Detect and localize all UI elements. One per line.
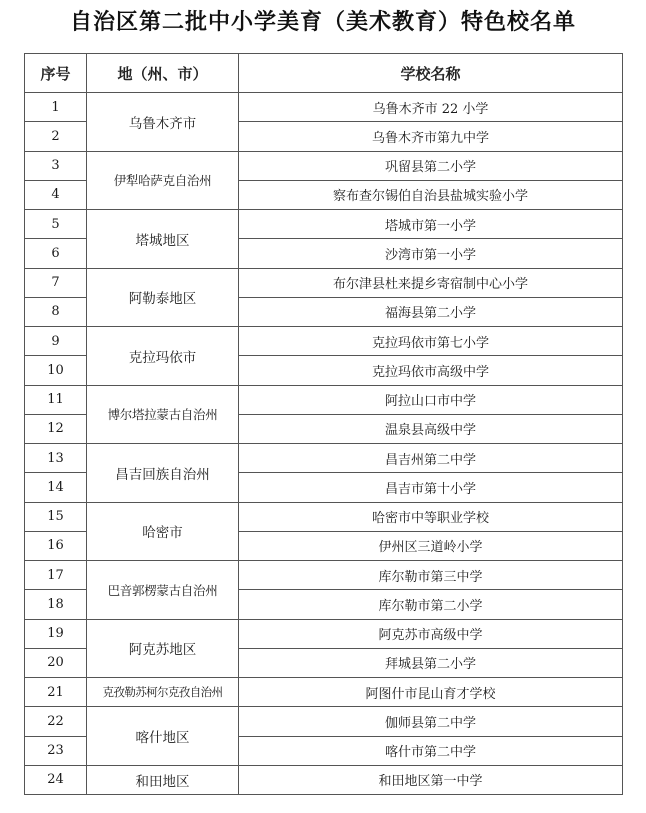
row-seq: 9 [25, 327, 87, 356]
row-region: 乌鲁木齐市 [87, 93, 239, 152]
row-seq: 20 [25, 648, 87, 677]
row-seq: 13 [25, 444, 87, 473]
row-region: 哈密市 [87, 502, 239, 561]
table-row [25, 385, 623, 414]
row-school: 和田地区第一中学 [239, 765, 623, 794]
row-school: 阿拉山口市中学 [239, 385, 623, 414]
row-region: 克拉玛依市 [87, 327, 239, 386]
row-school: 库尔勒市第三中学 [239, 561, 623, 590]
row-seq: 2 [25, 122, 87, 151]
row-seq: 4 [25, 180, 87, 209]
table-row [25, 151, 623, 180]
row-seq: 16 [25, 531, 87, 560]
row-school: 昌吉市第十小学 [239, 473, 623, 502]
row-school: 伊州区三道岭小学 [239, 531, 623, 560]
row-school: 克拉玛依市第七小学 [239, 327, 623, 356]
document-title: 自治区第二批中小学美育（美术教育）特色校名单 [69, 10, 576, 35]
row-school: 福海县第二小学 [239, 297, 623, 326]
row-school: 阿克苏市高级中学 [239, 619, 623, 648]
header-school: 学校名称 [239, 54, 623, 93]
row-school: 阿图什市昆山育才学校 [239, 678, 623, 707]
table-row [25, 678, 623, 707]
row-school: 哈密市中等职业学校 [239, 502, 623, 531]
row-seq: 10 [25, 356, 87, 385]
row-seq: 17 [25, 561, 87, 590]
row-school: 昌吉州第二中学 [239, 444, 623, 473]
row-region: 喀什地区 [87, 707, 239, 766]
row-seq: 12 [25, 414, 87, 443]
table-row [25, 210, 623, 239]
row-school: 拜城县第二小学 [239, 648, 623, 677]
row-seq: 14 [25, 473, 87, 502]
row-seq: 23 [25, 736, 87, 765]
row-school: 察布查尔锡伯自治县盐城实验小学 [239, 180, 623, 209]
school-list-table [24, 53, 623, 795]
row-school: 温泉县高级中学 [239, 414, 623, 443]
row-school: 布尔津县杜来提乡寄宿制中心小学 [239, 268, 623, 297]
row-seq: 21 [25, 678, 87, 707]
table-row [25, 444, 623, 473]
row-region: 和田地区 [87, 765, 239, 794]
row-region: 阿克苏地区 [87, 619, 239, 678]
row-seq: 15 [25, 502, 87, 531]
table-row [25, 619, 623, 648]
table-row [25, 327, 623, 356]
header-region: 地（州、市） [87, 54, 239, 93]
row-school: 沙湾市第一小学 [239, 239, 623, 268]
row-school: 乌鲁木齐市 22 小学 [239, 93, 623, 122]
row-seq: 1 [25, 93, 87, 122]
row-seq: 5 [25, 210, 87, 239]
row-region: 阿勒泰地区 [87, 268, 239, 327]
table-row [25, 93, 623, 122]
row-region: 克孜勒苏柯尔克孜自治州 [87, 678, 239, 707]
row-region: 塔城地区 [87, 210, 239, 269]
table-row [25, 561, 623, 590]
row-region: 昌吉回族自治州 [87, 444, 239, 503]
row-region: 巴音郭楞蒙古自治州 [87, 561, 239, 620]
row-seq: 7 [25, 268, 87, 297]
row-region: 博尔塔拉蒙古自治州 [87, 385, 239, 444]
row-seq: 11 [25, 385, 87, 414]
row-school: 伽师县第二中学 [239, 707, 623, 736]
row-seq: 18 [25, 590, 87, 619]
row-seq: 6 [25, 239, 87, 268]
row-school: 巩留县第二小学 [239, 151, 623, 180]
row-seq: 8 [25, 297, 87, 326]
row-seq: 24 [25, 765, 87, 794]
row-seq: 3 [25, 151, 87, 180]
header-seq: 序号 [25, 54, 87, 93]
row-seq: 19 [25, 619, 87, 648]
table-body [25, 93, 623, 795]
row-school: 喀什市第二中学 [239, 736, 623, 765]
table-row [25, 502, 623, 531]
row-school: 克拉玛依市高级中学 [239, 356, 623, 385]
table-header-row [25, 54, 623, 93]
row-school: 塔城市第一小学 [239, 210, 623, 239]
table-row [25, 765, 623, 794]
table-row [25, 268, 623, 297]
row-region: 伊犁哈萨克自治州 [87, 151, 239, 210]
table-row [25, 707, 623, 736]
row-seq: 22 [25, 707, 87, 736]
row-school: 库尔勒市第二小学 [239, 590, 623, 619]
row-school: 乌鲁木齐市第九中学 [239, 122, 623, 151]
